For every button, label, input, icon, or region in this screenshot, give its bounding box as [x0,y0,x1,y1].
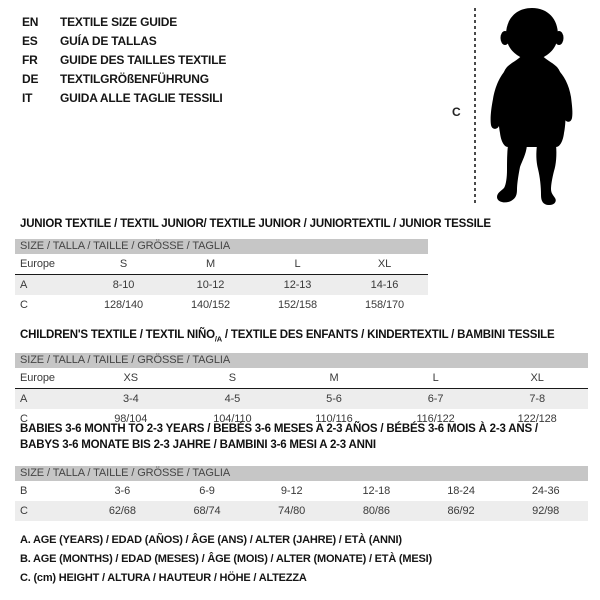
cell-value: 10-12 [196,279,225,291]
table-row [15,389,588,409]
cell-value: 110/116 [315,413,353,426]
title-segment: BABYS 3-6 MONATE BIS 2-3 JAHRE / BAMBINI 3-6 MESI A 2-3 ANNI [20,439,376,451]
table-row [15,295,428,315]
table-title-line [20,327,588,347]
cell-value: S [119,258,128,270]
cell-value: 68/74 [193,505,221,517]
guide-title: GUÍA DE TALLAS [60,34,157,48]
table-row [15,275,428,295]
note-line: A. AGE (YEARS) / EDAD (AÑOS) / ÂGE (ANS) / ALTER (JAHRE) / ETÀ (ANNI) [20,534,402,546]
table-row [15,254,428,275]
cell-value: 12-13 [283,279,312,291]
size-header-bar: SIZE / TALLA / TAILLE / GRÖSSE / TAGLIA [15,239,428,254]
language-row [22,13,226,32]
cell-value: M [329,372,339,385]
cell-value: 92/98 [532,505,560,517]
cell-value: 116/122 [416,413,455,426]
cell-value: XL [530,372,544,385]
language-code: ES [22,34,38,48]
cell-value: 104/110 [213,413,252,426]
guide-title: TEXTILGRÖßENFÜHRUNG [60,72,209,86]
title-segment: JUNIOR TEXTILE / TEXTIL JUNIOR/ TEXTILE JUNIOR / JUNIORTEXTIL / JUNIOR TESSILE [20,218,491,230]
title-segment: /A [214,334,222,344]
note-line: C. (cm) HEIGHT / ALTURA / HAUTEUR / HÖHE / ALTEZZA [20,572,307,584]
cell-value: 86/92 [447,505,475,517]
table-children [15,327,588,429]
cell-value: S [228,372,237,385]
language-code: IT [22,91,33,105]
language-row [22,89,226,108]
cell-value: 80/86 [362,505,390,517]
cell-value: 9-12 [280,485,303,497]
title-segment: BABIES 3-6 MONTH TO 2-3 YEARS / BEBÉS 3-6 MESES A 2-3 AÑOS / BÉBÉS 3-6 MOIS À 2-3 ANS / [20,423,538,435]
table-junior [15,216,491,315]
cell-value: 14-16 [370,279,399,291]
table-title [15,421,588,453]
cell-value: 24-36 [531,485,560,497]
cell-value: 152/158 [277,299,318,311]
cell-value: 8-10 [112,279,135,291]
row-label: Europe [20,372,55,385]
measure-label-c: C [452,105,461,119]
cell-value: 3-6 [114,485,131,497]
row-label: B [20,485,28,497]
table-title-line [20,216,491,232]
cell-value: 12-18 [362,485,391,497]
row-label: C [20,505,28,517]
baby-silhouette-icon [482,5,582,212]
language-row [22,32,226,51]
row-label: A [20,279,28,291]
table-title [15,327,588,347]
cell-value: 74/80 [278,505,306,517]
table-title-line [20,437,588,453]
cell-value: 18-24 [447,485,475,497]
cell-value: M [205,258,216,270]
cell-value: XS [123,372,139,385]
height-measure-dotted-line [474,8,476,206]
cell-value: 158/170 [364,299,405,311]
language-code: EN [22,15,39,29]
note-line: B. AGE (MONTHS) / EDAD (MESES) / ÂGE (MOIS) / ALTER (MONATE) / ETÀ (MESI) [20,553,432,565]
table-title [15,216,491,232]
language-code: FR [22,53,38,67]
language-code: DE [22,72,39,86]
guide-title: GUIDA ALLE TAGLIE TESSILI [60,91,223,105]
table-babies [15,421,588,521]
cell-value: 122/128 [517,413,557,426]
footnotes [20,531,432,588]
table-title-line [20,421,588,437]
size-header-bar: SIZE / TALLA / TAILLE / GRÖSSE / TAGLIA [15,353,588,368]
cell-value: 62/68 [108,505,136,517]
title-segment: / TEXTILE DES ENFANTS / KINDERTEXTIL / BAMBINI TESSILE [221,329,555,341]
table-row [15,368,588,389]
table-row [15,501,588,521]
cell-value: 5-6 [326,393,342,406]
guide-title: TEXTILE SIZE GUIDE [60,15,178,29]
language-row [22,51,226,70]
row-label: C [20,299,28,311]
row-label: C [20,413,28,426]
row-label: Europe [20,258,55,270]
cell-value: 128/140 [103,299,144,311]
table-row [15,481,588,501]
cell-value: L [294,258,301,270]
cell-value: XL [377,258,392,270]
size-header-bar: SIZE / TALLA / TAILLE / GRÖSSE / TAGLIA [15,466,588,481]
guide-title: GUIDE DES TAILLES TEXTILE [60,53,227,67]
cell-value: 4-5 [224,393,241,406]
cell-value: 3-4 [122,393,139,406]
title-segment: CHILDREN'S TEXTILE / TEXTIL NIÑO [20,329,215,341]
cell-value: 98/104 [114,413,148,426]
language-row [22,70,226,89]
cell-value: L [432,372,439,385]
cell-value: 140/152 [190,299,231,311]
cell-value: 7-8 [529,393,545,406]
cell-value: 6-9 [199,485,215,497]
cell-value: 6-7 [427,393,444,406]
language-list [22,13,226,108]
row-label: A [20,393,28,406]
